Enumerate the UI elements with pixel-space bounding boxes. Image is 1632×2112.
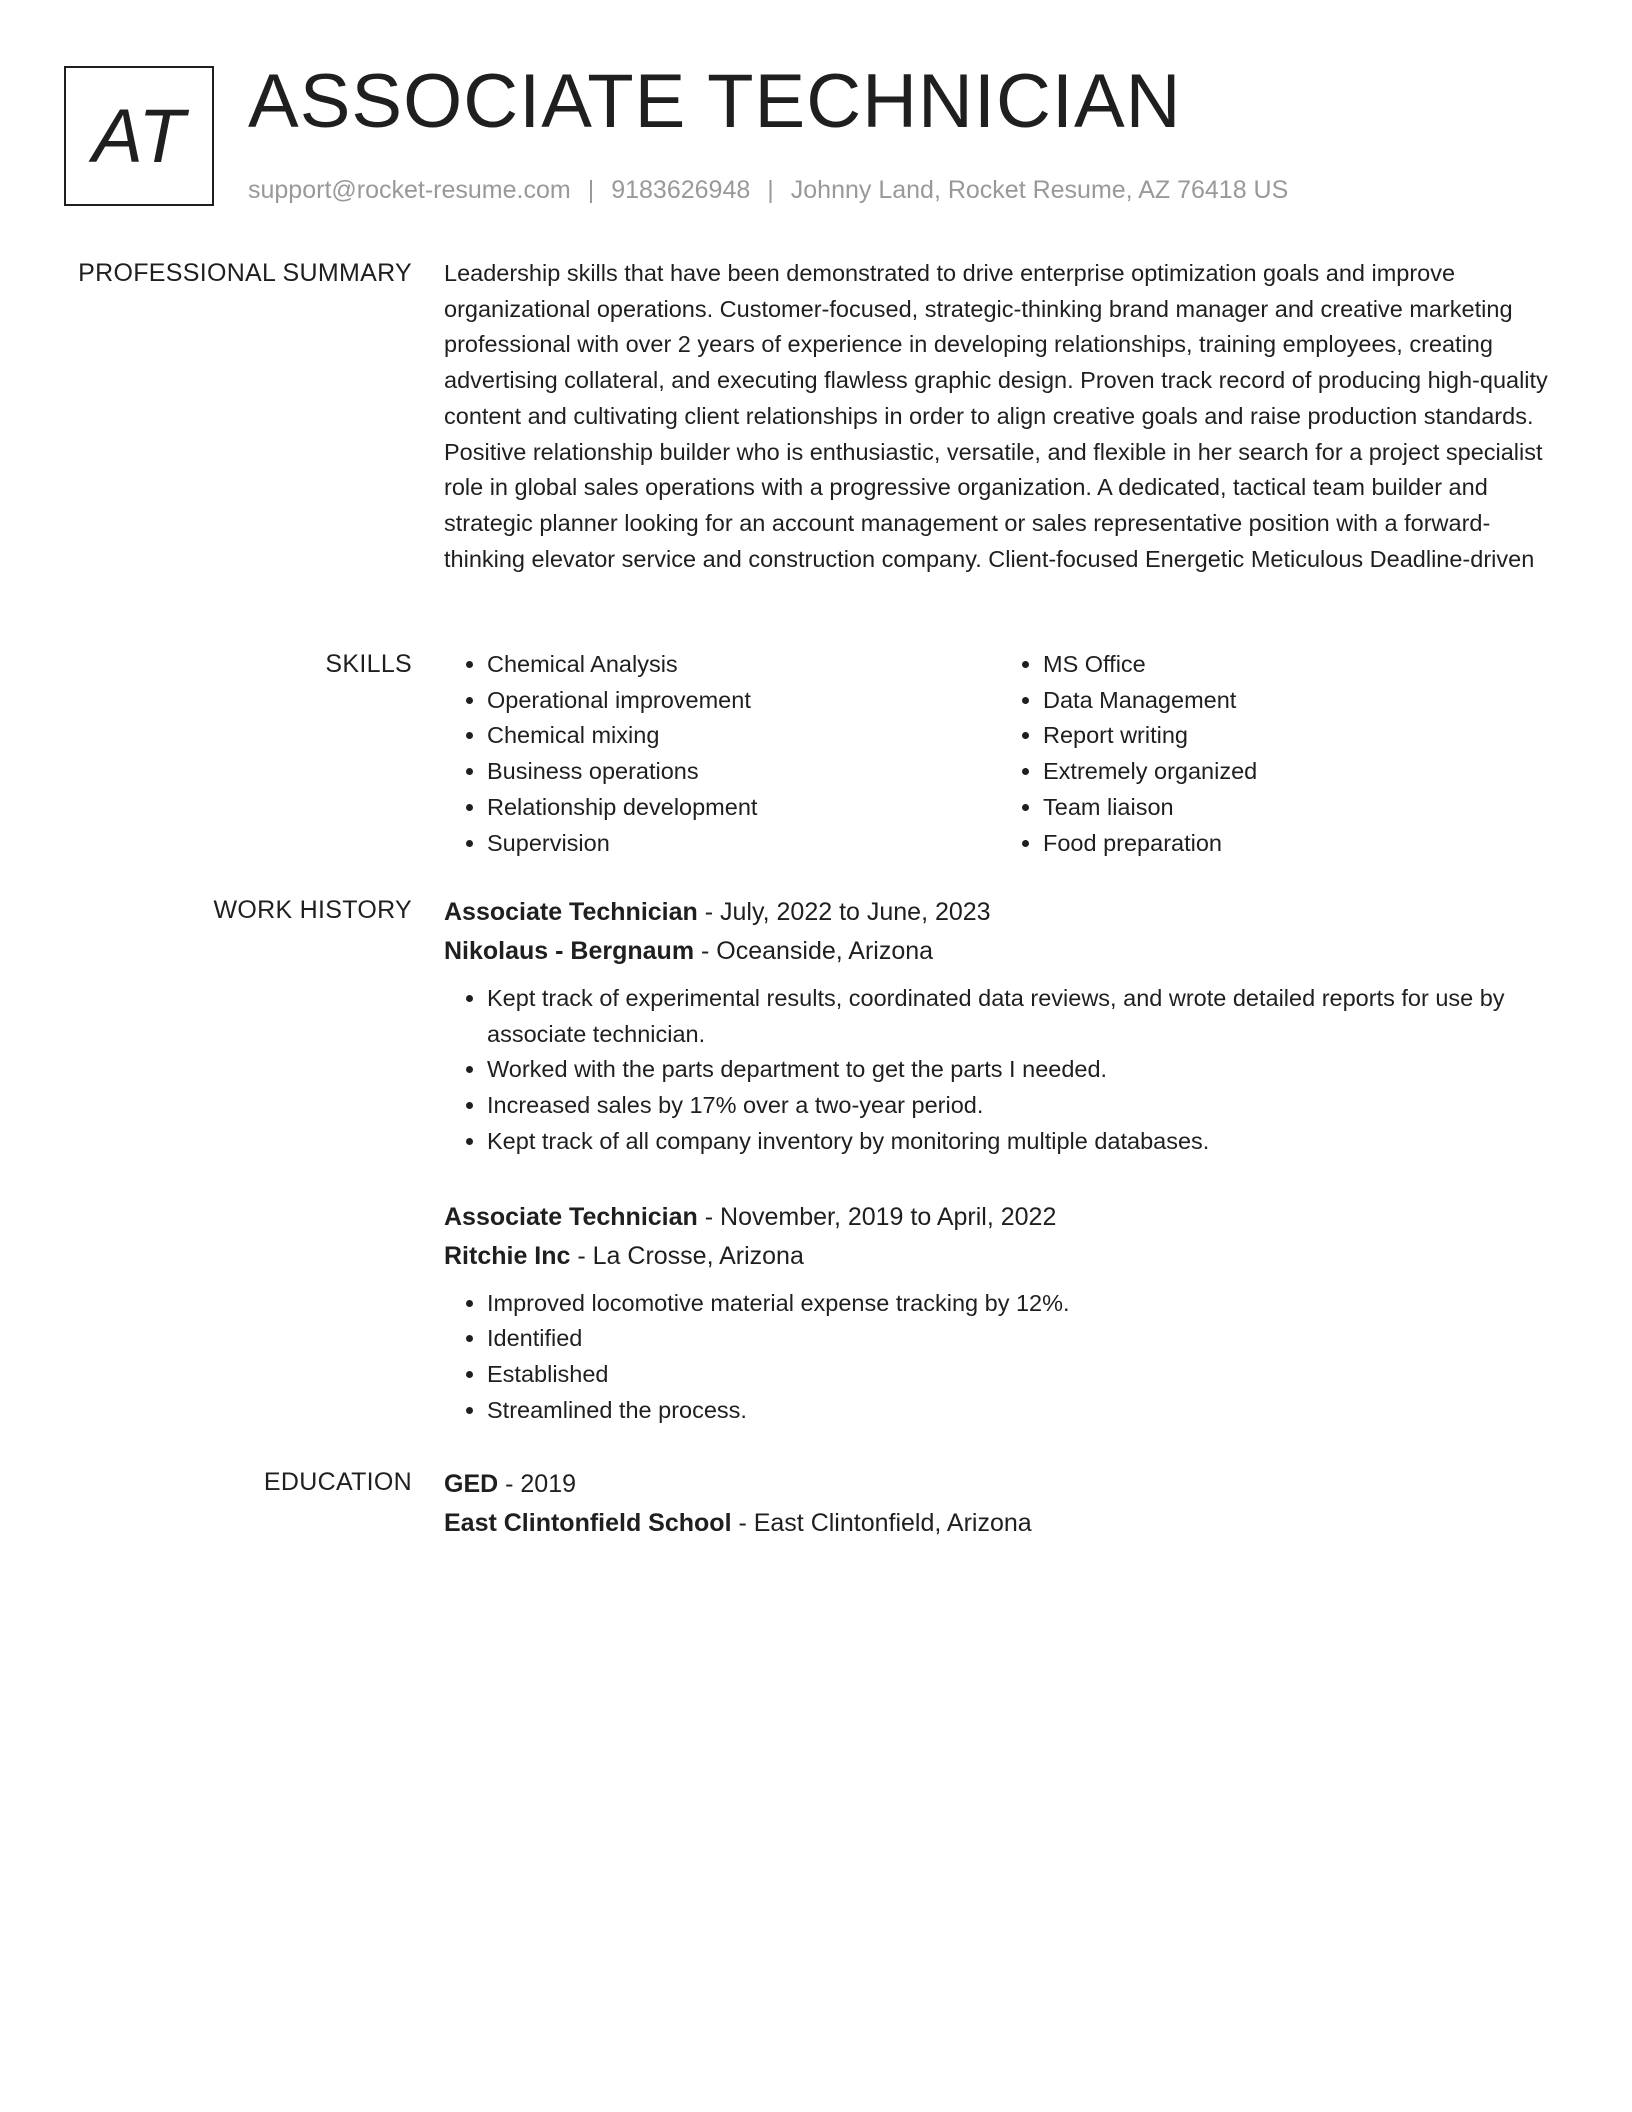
page-title: ASSOCIATE TECHNICIAN — [248, 59, 1182, 144]
monogram-initials: AT — [92, 93, 186, 179]
job-duty: • Improved locomotive material expense tracking by 12%. — [487, 1286, 1556, 1322]
school-name: East Clintonfield School — [444, 1509, 732, 1537]
work-body — [444, 893, 1556, 1428]
skill-item: • Relationship development — [487, 790, 1000, 826]
contact-separator: | — [767, 176, 774, 204]
degree: GED — [444, 1470, 499, 1498]
contact-address: Johnny Land, Rocket Resume, AZ 76418 US — [790, 176, 1289, 204]
skills-list-right — [1000, 647, 1556, 861]
summary-body — [444, 256, 1556, 577]
skill-item: • Business operations — [487, 754, 1000, 790]
skill-item: • MS Office — [1043, 647, 1556, 683]
job-title-line — [444, 893, 1556, 931]
job-duties-list — [444, 1286, 1556, 1429]
work-heading: WORK HISTORY — [213, 896, 412, 924]
skill-item: • Team liaison — [1043, 790, 1556, 826]
job-title: Associate Technician — [444, 898, 698, 926]
job-title: Associate Technician — [444, 1202, 698, 1231]
skill-item: • Chemical mixing — [487, 718, 1000, 754]
degree-line — [444, 1465, 1556, 1503]
job-duty: • Identified — [487, 1321, 1556, 1357]
skill-item: • Extremely organized — [1043, 754, 1556, 790]
skill-item: • Data Management — [1043, 683, 1556, 719]
skills-body — [444, 647, 1556, 861]
summary-text: Leadership skills that have been demonstrated to drive enterprise optimization goals and improve organizational operations. Customer-focused, strategic-thinking brand manager and creative marketing professional with over 2 years of experience in developing relationships, training employees, creating advertising collateral, and executing flawless graphic design. Proven track record of producing high-quality content and cultivating client relationships in order to align creative goals and raise production standards. Positive relationship builder who is enthusiastic, versatile, and flexible in her search for a project specialist role in global sales operations with a progressive organization. A dedicated, tactical team builder and strategic planner looking for an account management or sales representative position with a forward-thinking elevator service and construction company. Client-focused Energetic Meticulous Deadline-driven — [444, 260, 1548, 572]
job-duty: • Kept track of all company inventory by monitoring multiple databases. — [487, 1124, 1556, 1160]
skill-item: • Supervision — [487, 826, 1000, 862]
job-company-line — [444, 931, 1556, 971]
job-title-line — [444, 1198, 1556, 1236]
school-line — [444, 1503, 1556, 1543]
summary-heading: PROFESSIONAL SUMMARY — [78, 259, 412, 287]
job-dates: - July, 2022 to June, 2023 — [697, 898, 991, 926]
skills-heading: SKILLS — [325, 650, 412, 678]
contact-email: support@rocket-resume.com — [248, 176, 571, 204]
monogram-badge — [64, 66, 214, 206]
school-location: - East Clintonfield, Arizona — [731, 1509, 1032, 1537]
job-company-line — [444, 1236, 1556, 1276]
skills-grid — [444, 647, 1556, 861]
skill-item: • Chemical Analysis — [487, 647, 1000, 683]
education-body — [444, 1465, 1556, 1543]
job-duties-list — [444, 981, 1556, 1160]
skill-item: • Report writing — [1043, 718, 1556, 754]
job-duty: • Kept track of experimental results, coordinated data reviews, and wrote detailed reports for use by associate technician. — [487, 981, 1556, 1052]
skills-list-left — [444, 647, 1000, 861]
contact-separator: | — [587, 176, 595, 204]
skill-item: • Food preparation — [1043, 826, 1556, 862]
job-company: Ritchie Inc — [444, 1241, 571, 1270]
job-company: Nikolaus - Bergnaum — [444, 937, 695, 965]
job-location: - Oceanside, Arizona — [694, 937, 934, 965]
degree-year: - 2019 — [498, 1470, 577, 1498]
job-entry — [444, 893, 1556, 1160]
education-heading: EDUCATION — [263, 1468, 412, 1496]
job-dates: - November, 2019 to April, 2022 — [697, 1202, 1057, 1231]
job-duty: • Streamlined the process. — [487, 1393, 1556, 1429]
contact-line — [248, 173, 1288, 207]
skill-item: • Operational improvement — [487, 683, 1000, 719]
job-duty: • Increased sales by 17% over a two-year period. — [487, 1088, 1556, 1124]
contact-phone: 9183626948 — [611, 176, 751, 204]
job-duty: • Worked with the parts department to get the parts I needed. — [487, 1052, 1556, 1088]
job-duty: • Established — [487, 1357, 1556, 1393]
job-entry — [444, 1198, 1556, 1429]
job-location: - La Crosse, Arizona — [570, 1241, 804, 1270]
